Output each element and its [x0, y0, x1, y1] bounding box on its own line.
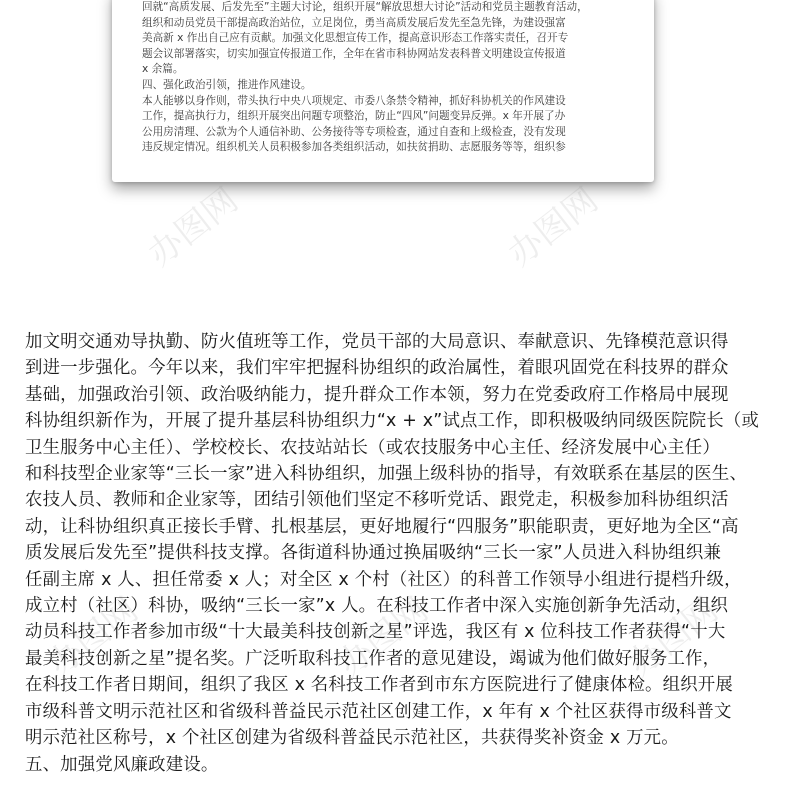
document-line: 违反规定情况。组织机关人员积极参加各类组织活动，如扶贫捐助、志愿服务等等，组织参: [142, 141, 566, 154]
document-line: 题会议部署落实，切实加强宣传报道工作，全年在省市科协网站发表科普文明建设宣传报道: [142, 47, 566, 60]
watermark: 办图网: [330, 590, 436, 685]
document-line: 和科技型企业家等“三长一家”进入科协组织，加强上级科协的指导，有效联系在基层的医生、: [25, 464, 748, 485]
document-line: 动，让科协组织真正接长手臂、扎根基层，更好地履行“四服务”职能职责，更好地为全区“高: [25, 516, 739, 537]
main-document-text: [25, 329, 785, 778]
document-page-preview: [112, 0, 654, 182]
document-line: 组织和动员党员干部提高政治站位，立足岗位，勇当高质发展后发先至急先锋，为建设强富: [142, 16, 566, 29]
document-line: 到进一步强化。今年以来，我们牢牢把握科协组织的政治属性，着眼巩固党在科技界的群众: [25, 358, 729, 379]
document-line: 在科技工作者日期间，组织了我区 x 名科技工作者到市东方医院进行了健康体检。组织开展: [25, 675, 733, 696]
document-page-text: [142, 0, 632, 156]
document-line: 科协组织新作为，开展了提升基层科协组织力“x + x”试点工作，即积极吸纳同级医院院长（或: [25, 411, 760, 432]
document-line: 卫生服务中心主任）、学校校长、农技站站长（或农技服务中心主任、经济发展中心主任）: [25, 437, 720, 458]
document-line: 公用房清理、公款为个人通信补助、公务接待等专项检查，通过自查和上级检查，没有发现: [142, 125, 566, 138]
document-line: 明示范社区称号，x 个社区创建为省级科普益民示范社区，共获得奖补资金 x 万元。: [25, 728, 679, 749]
section-heading: 五、加强党风廉政建设。: [25, 754, 219, 775]
watermark: 办图网: [500, 180, 606, 275]
document-line: 加文明交通劝导执勤、防火值班等工作，党员干部的大局意识、奉献意识、先锋模范意识得: [25, 332, 729, 352]
document-line: 基础，加强政治引领、政治吸纳能力，提升群众工作本领，努力在党委政府工作格局中展现: [25, 384, 729, 405]
watermark: 办图网: [140, 180, 246, 275]
document-line: 任副主席 x 人、担任常委 x 人；对全区 x 个村（社区）的科普工作领导小组进行提档升级，: [25, 569, 742, 590]
document-line: 工作，提高执行力，组织开展突出问题专项整治，防止“四风”问题变异反弹。x 年开展了办: [142, 110, 566, 123]
document-line: 质发展后发先至”提供科技支撑。各街道科协通过换届吸纳“三长一家”人员进入科协组织兼: [25, 543, 722, 564]
section-heading: 四、强化政治引领，推进作风建设。: [142, 78, 312, 91]
document-line: 回就“高质发展、后发先至”主题大讨论，组织开展“解放思想大讨论”活动和党员主题教育活动，: [142, 1, 588, 13]
document-line: 动员科技工作者参加市级“十大最美科技创新之星”评选，我区有 x 位科技工作者获得“十大: [25, 622, 726, 643]
document-line: 农技人员、教师和企业家等，团结引领他们坚定不移听党话、跟党走，积极参加科协组织活: [25, 490, 729, 511]
document-line: x 余篇。: [142, 63, 184, 76]
document-line: 最美科技创新之星”提名奖。广泛听取科技工作者的意见建设，竭诚为他们做好服务工作，: [25, 648, 721, 669]
watermark: 办图网: [40, 590, 146, 685]
document-line: 本人能够以身作则，带头执行中央八项规定、市委八条禁令精神，抓好科协机关的作风建设: [142, 94, 566, 107]
document-line: 成立村（社区）科协，吸纳“三长一家”x 人。在科技工作者中深入实施创新争先活动，组织: [25, 596, 729, 617]
document-line: 市级科普文明示范社区和省级科普益民示范社区创建工作，x 年有 x 个社区获得市级科普文: [25, 701, 732, 722]
watermark: 办图网: [620, 590, 726, 685]
document-line: 美高新 x 作出自己应有贡献。加强文化思想宣传工作，提高意识形态工作落实责任，召开专: [142, 32, 569, 45]
